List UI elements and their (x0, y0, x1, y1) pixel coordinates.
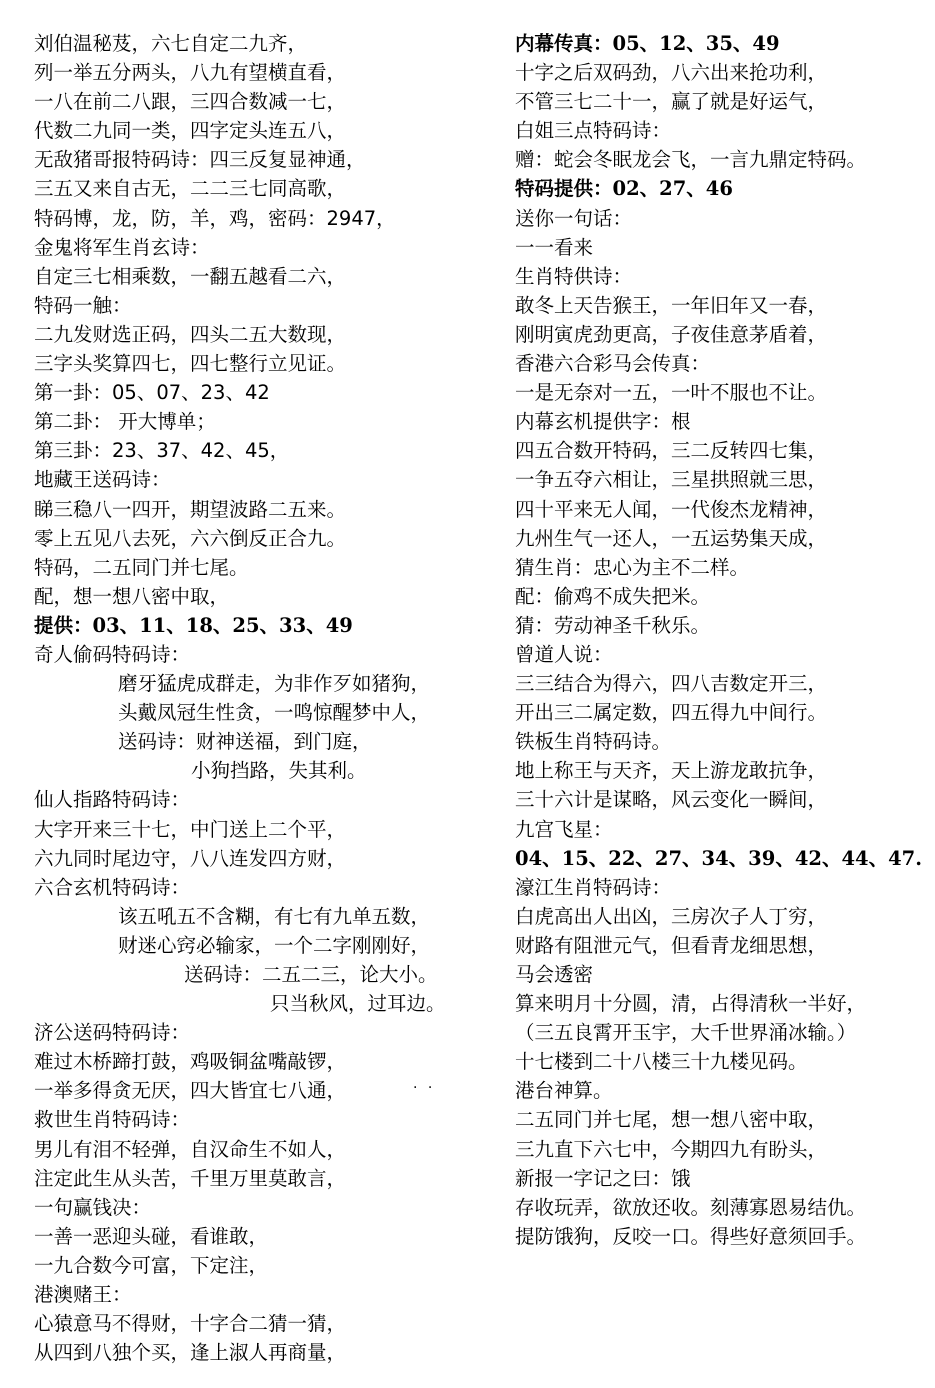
text-line: 一一看来 (515, 235, 594, 259)
text-line: 大字开来三十七，中门送上二个平， (34, 817, 347, 841)
text-line: 一八在前二八跟，三四合数减一七， (34, 90, 347, 114)
text-line: 一句赢钱决： (34, 1195, 152, 1219)
text-line: 地上称王与天齐，天上游龙敢抗争， (515, 759, 828, 783)
text-line: 六九同时尾边守，八八连发四方财， (34, 846, 347, 870)
right-column (515, 29, 933, 1251)
text-line: 财迷心窍必输家，一个二字刚刚好， (118, 933, 431, 957)
text-line (515, 174, 933, 203)
text-line: 二九发财选正码，四头二五大数现， (34, 322, 347, 346)
left-column (34, 29, 484, 1367)
text-line: 送你一句话： (515, 206, 633, 230)
text-line: 一善一恶迎头碰，看谁敢， (34, 1224, 269, 1248)
text-line: 小狗挡路，失其利。 (191, 759, 367, 783)
text-line: 三三结合为得六，四八吉数定开三， (515, 672, 828, 696)
text-line: 马会透密 (515, 963, 594, 986)
text-line: 第一卦：05、07、23、42 (34, 381, 270, 405)
text-line: 特码，二五同门并七尾。 (34, 555, 249, 579)
text-line: 仙人指路特码诗： (34, 788, 191, 812)
text-line: 只当秋风，过耳边。 (270, 992, 446, 1016)
text-line: 特码一触： (34, 293, 132, 317)
text-line: 一举多得贪无厌，四大皆宜七八通， (34, 1079, 347, 1103)
text-line: 白姐三点特码诗： (515, 119, 672, 143)
text-line: 第三卦：23、37、42、45， (34, 439, 290, 463)
text-line: 算来明月十分圆，清，占得清秋一半好， (515, 992, 867, 1016)
text-line: 提防饿狗，反咬一口。得些好意须回手。 (515, 1224, 867, 1248)
text-line: 三五又来自古无，二二三七同高歌， (34, 177, 347, 201)
text-line: 难过木桥蹄打鼓，鸡吸铜盆嘴敲锣， (34, 1050, 347, 1074)
text-line (34, 611, 484, 640)
text-line: 不管三七二十一，赢了就是好运气， (515, 90, 828, 114)
text-line: 三十六计是谋略，风云变化一瞬间， (515, 788, 828, 812)
text-line: 六合玄机特码诗： (34, 875, 191, 899)
text-line: 十七楼到二十八楼三十九楼见码。 (515, 1050, 808, 1074)
text-line: 该五吼五不含糊，有七有九单五数， (118, 904, 431, 928)
number-list: 03、11、18、25、33、49 (92, 613, 353, 637)
text-line: 配，想一想八密中取， (34, 584, 230, 608)
text-line (515, 844, 933, 873)
text-line: 自定三七相乘数，一翻五越看二六， (34, 264, 347, 288)
text-line: 男儿有泪不轻弹，自汉命生不如人， (34, 1137, 347, 1161)
text-line: 敢冬上天告猴王，一年旧年又一春， (515, 293, 828, 317)
text-line: 一是无奈对一五，一叶不服也不让。 (515, 381, 828, 405)
text-line: 刘伯温秘芨，六七自定二九齐， (34, 32, 308, 55)
text-line (515, 29, 933, 58)
text-line: 濠江生肖特码诗： (515, 875, 672, 899)
number-list: 04、15、22、27、34、39、42、44、47. (515, 846, 923, 870)
text-line: 生肖特供诗： (515, 264, 633, 288)
text-line: 配：偷鸡不成失把米。 (515, 584, 711, 608)
stray-dots: · · (413, 1080, 436, 1096)
text-line: 特码博，龙，防，羊，鸡，密码：2947， (34, 206, 396, 230)
text-line: 睇三稳八一四开，期望波路二五来。 (34, 497, 347, 521)
text-line: 列一举五分两头，八九有望横直看， (34, 61, 347, 85)
text-line: 九州生气一还人，一五运势集天成， (515, 526, 828, 550)
text-line: 内幕玄机提供字：根 (515, 410, 691, 434)
text-line: 开出三二属定数，四五得九中间行。 (515, 701, 828, 725)
line-label: 内幕传真： (515, 32, 613, 55)
text-line: 从四到八独个买，逢上淑人再商量， (34, 1341, 347, 1365)
text-line: 无敌猪哥报特码诗：四三反复显神通， (34, 148, 366, 172)
text-line: 财路有阻泄元气，但看青龙细思想， (515, 933, 828, 957)
text-line: 一九合数今可富，下定注， (34, 1253, 269, 1277)
text-line: 三字头奖算四七，四七整行立见证。 (34, 352, 347, 376)
text-line: 港澳赌王： (34, 1283, 132, 1307)
text-line: 猜：劳动神圣千秋乐。 (515, 613, 711, 637)
text-line: 香港六合彩马会传真： (515, 352, 711, 376)
text-line: 四十平来无人闻，一代俊杰龙精神， (515, 497, 828, 521)
text-line: 送码诗：财神送福，到门庭， (118, 730, 372, 754)
text-line: 新报一字记之曰：饿 (515, 1166, 691, 1190)
text-line: 金鬼将军生肖玄诗： (34, 235, 210, 259)
text-line: 磨牙猛虎成群走，为非作歹如猪狗， (118, 672, 431, 696)
text-line: 一争五夺六相让，三星拱照就三思， (515, 468, 828, 492)
text-line: 白虎高出人出凶，三房次子人丁穷， (515, 904, 828, 928)
number-list: 05、12、35、49 (612, 32, 780, 55)
text-line: 送码诗：二五二三，论大小。 (184, 963, 438, 986)
text-line: 地藏王送码诗： (34, 468, 171, 492)
text-line: 铁板生肖特码诗。 (515, 730, 672, 754)
text-line: 存收玩弄，欲放还收。刻薄寡恩易结仇。 (515, 1195, 867, 1219)
text-line: 零上五见八去死，六六倒反正合九。 (34, 526, 347, 550)
text-line: 赠：蛇会冬眠龙会飞，一言九鼎定特码。 (515, 148, 867, 172)
number-list: 02、27、46 (612, 177, 733, 201)
text-line: 代数二九同一类，四字定头连五八， (34, 119, 347, 143)
text-line: 四五合数开特码，三二反转四七集， (515, 439, 828, 463)
text-line: 心猿意马不得财，十字合二猜一猜， (34, 1312, 347, 1336)
line-label: 特码提供： (515, 177, 613, 201)
text-line: 刚明寅虎劲更高，子夜佳意茅盾着， (515, 322, 828, 346)
text-line: 二五同门并七尾，想一想八密中取， (515, 1108, 828, 1132)
text-line: 济公送码特码诗： (34, 1021, 191, 1045)
text-line: 救世生肖特码诗： (34, 1108, 191, 1132)
text-line: 九宫飞星： (515, 817, 613, 841)
text-line: 港台神算。 (515, 1079, 613, 1103)
line-label: 提供： (34, 613, 93, 637)
text-line: 猜生肖：忠心为主不二样。 (515, 555, 750, 579)
text-line: 十字之后双码劲，八六出来抢功利， (515, 61, 828, 85)
text-line: 头戴凤冠生性贪，一鸣惊醒梦中人， (118, 701, 431, 725)
text-line: 三九直下六七中，今期四九有盼头， (515, 1137, 828, 1161)
text-line: 第二卦： 开大博单； (34, 410, 216, 434)
text-line: 奇人偷码特码诗： (34, 642, 191, 666)
text-line: 注定此生从头苦，千里万里莫敢言， (34, 1166, 347, 1190)
text-line: （三五良霄开玉宇，大千世界涌冰输。） (515, 1021, 857, 1045)
text-line: 曾道人说： (515, 642, 613, 666)
